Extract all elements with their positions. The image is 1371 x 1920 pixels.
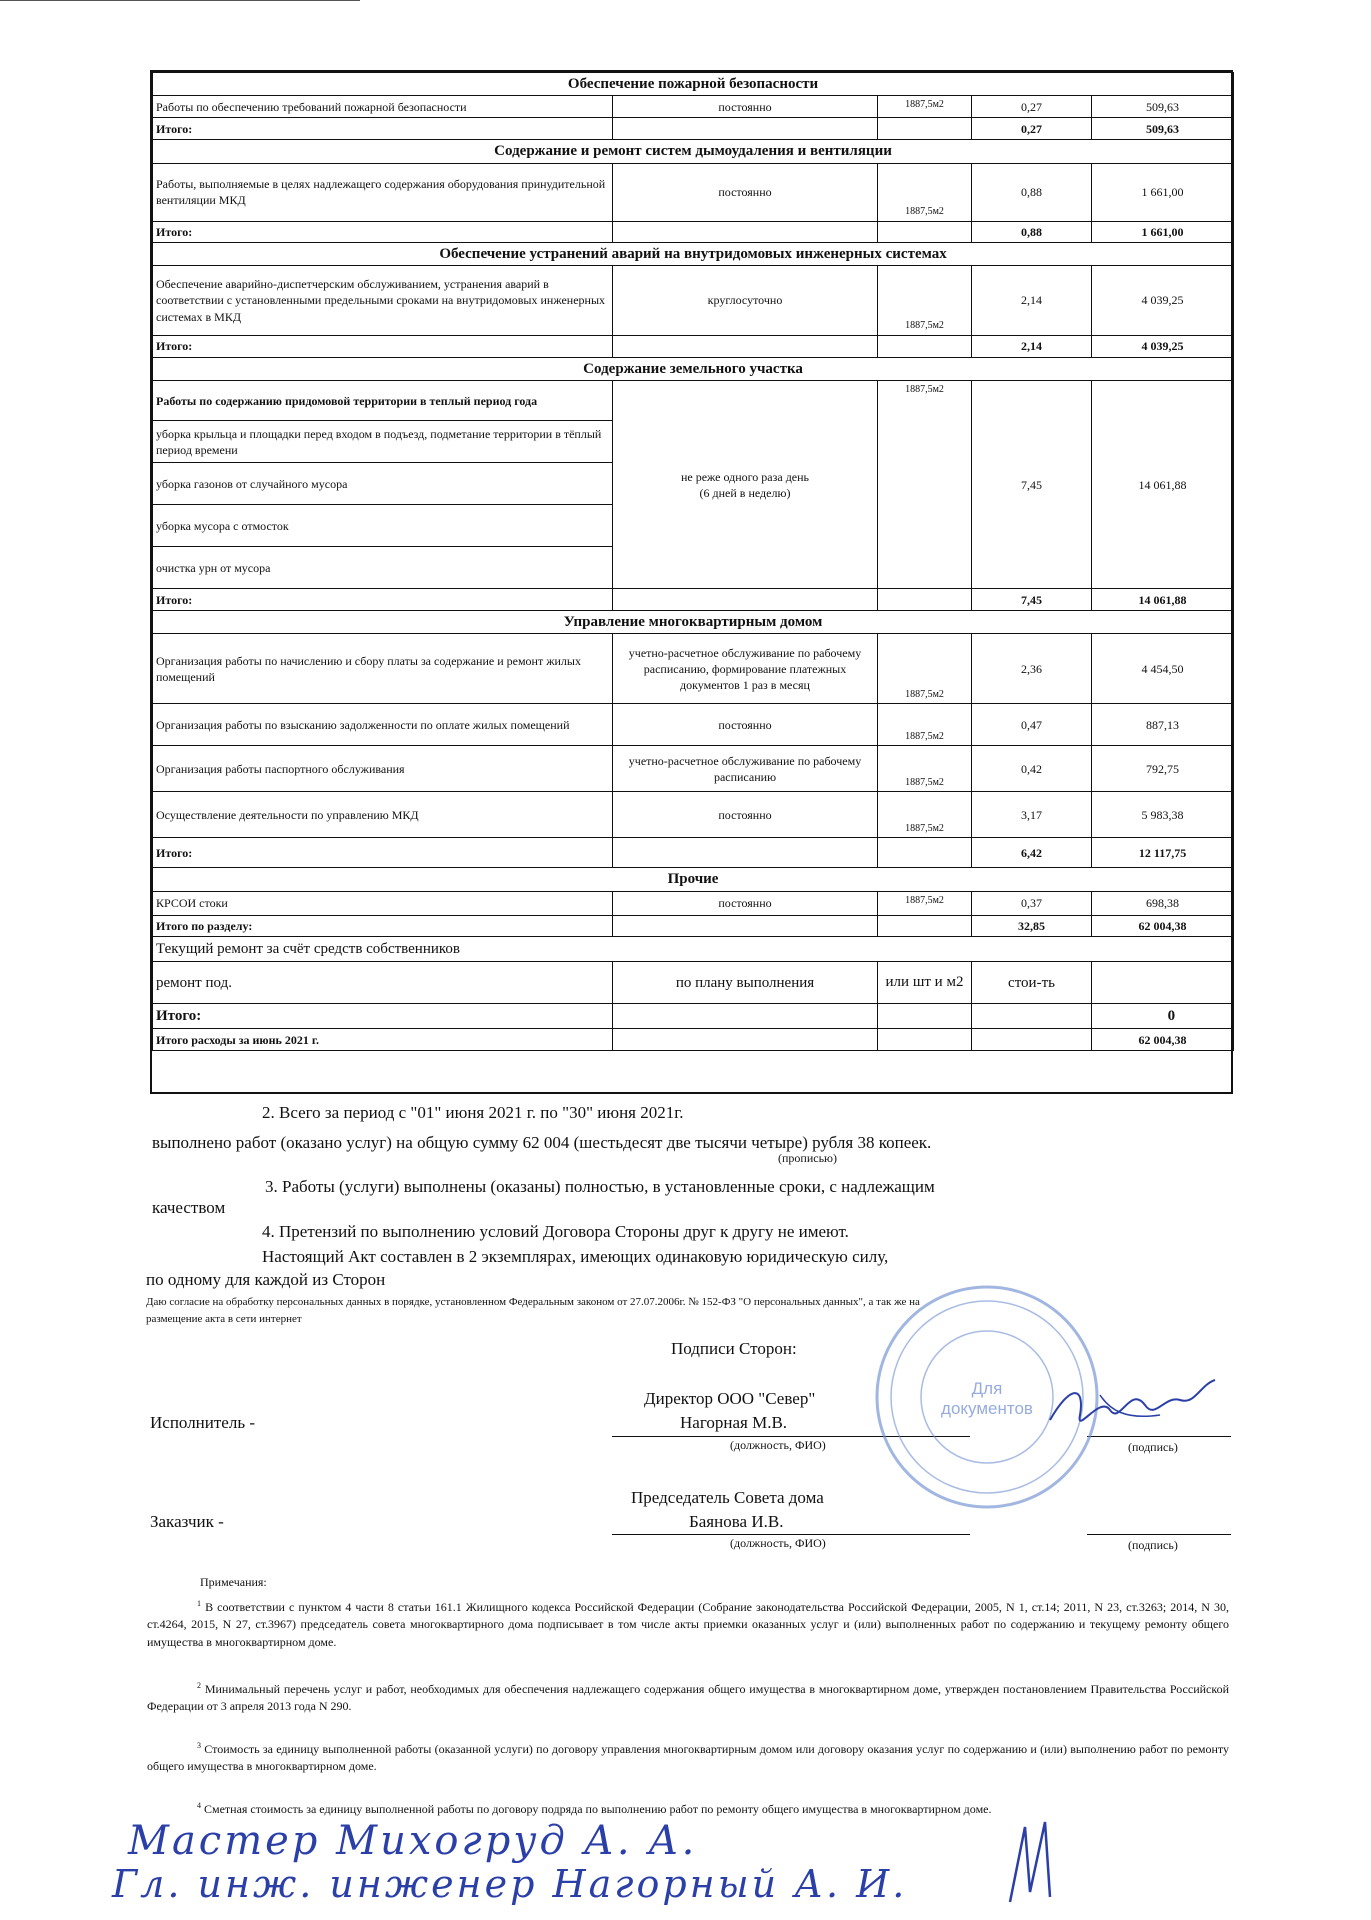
- repair-unit-header: или шт и м2: [878, 962, 972, 1004]
- total-label: Итого:: [153, 118, 613, 140]
- total-rate: 2,14: [972, 335, 1092, 357]
- service-frequency: постоянно: [613, 891, 878, 915]
- total-rate: 7,45: [972, 589, 1092, 611]
- section-title: Обеспечение пожарной безопасности: [153, 73, 1234, 96]
- paragraph-4: 4. Претензий по выполнению условий Договора Стороны друг к другу не имеют.: [262, 1222, 849, 1241]
- service-rate: 0,37: [972, 891, 1092, 915]
- service-rate: 7,45: [972, 381, 1092, 589]
- paragraph-2-sum: выполнено работ (оказано услуг) на общую сумму 62 004 (шестьдесят две тысячи четыре) рубля 38 копеек.: [152, 1133, 932, 1152]
- total-cost: 14 061,88: [1092, 589, 1234, 611]
- service-unit: 1887,5м2: [878, 96, 972, 118]
- section-title: Управление многоквартирным домом: [153, 611, 1234, 634]
- service-unit: 1887,5м2: [878, 891, 972, 915]
- total-cost: 1 661,00: [1092, 221, 1234, 242]
- service-rate: 0,27: [972, 96, 1092, 118]
- service-cost: 5 983,38: [1092, 792, 1234, 838]
- service-rate: 3,17: [972, 792, 1092, 838]
- section-title: Обеспечение устранений аварий на внутридомовых инженерных системах: [153, 242, 1234, 265]
- paragraph-5-end: по одному для каждой из Сторон: [146, 1270, 386, 1289]
- executor-label: Исполнитель -: [150, 1413, 255, 1432]
- note-2: [147, 1680, 1229, 1716]
- consent-text: Даю согласие на обработку персональных данных в порядке, установленном Федеральным законом от 27.07.2006г. № 152-ФЗ "О персональных данных", а так же на: [146, 1296, 920, 1308]
- notes-title: Примечания:: [200, 1575, 267, 1589]
- total-cost: 509,63: [1092, 118, 1234, 140]
- consent-text-end: размещение акта в сети интернет: [146, 1313, 302, 1325]
- service-frequency: круглосуточно: [613, 265, 878, 335]
- service-rate: 2,14: [972, 265, 1092, 335]
- service-name: Организация работы по начислению и сбору платы за содержание и ремонт жилых помещений: [153, 634, 613, 704]
- repair-total-label: Итого:: [153, 1004, 613, 1029]
- service-name: Обеспечение аварийно-диспетчерским обслуживанием, устранения аварий в соответствии с установленными предельными сроками на внутридомовых инженерных системах в МКД: [153, 265, 613, 335]
- service-rate: 0,42: [972, 746, 1092, 792]
- service-item: уборка газонов от случайного мусора: [153, 463, 613, 505]
- position-caption: (должность, ФИО): [730, 1438, 826, 1452]
- stamp-text-line2: документов: [941, 1399, 1033, 1418]
- repair-title: Текущий ремонт за счёт средств собственников: [153, 936, 1234, 961]
- service-unit: 1887,5м2: [878, 163, 972, 221]
- service-rate: 2,36: [972, 634, 1092, 704]
- repair-total-cost: 0: [1092, 1004, 1234, 1029]
- signatures-title: Подписи Сторон:: [671, 1339, 797, 1358]
- paragraph-3: 3. Работы (услуги) выполнены (оказаны) полностью, в установленные сроки, с надлежащим: [265, 1177, 935, 1196]
- service-unit: 1887,5м2: [878, 746, 972, 792]
- service-cost: 698,38: [1092, 891, 1234, 915]
- service-frequency: постоянно: [613, 163, 878, 221]
- note-text: Стоимость за единицу выполненной работы (оказанной услуги) по договору управления многоквартирным домом или договору оказания услуг по содержанию и (или) выполнению работ по ремонту общего имущества в многоквартирном доме.: [147, 1742, 1230, 1774]
- service-unit: 1887,5м2: [878, 792, 972, 838]
- note-3: [147, 1740, 1229, 1776]
- service-item: очистка урн от мусора: [153, 547, 613, 589]
- paragraph-5: Настоящий Акт составлен в 2 экземплярах, имеющих одинаковую юридическую силу,: [262, 1247, 889, 1266]
- executor-name: Нагорная М.В.: [680, 1413, 788, 1432]
- service-name: Работы по обеспечению требований пожарной безопасности: [153, 96, 613, 118]
- customer-position: Председатель Совета дома: [631, 1488, 824, 1507]
- service-rate: 0,47: [972, 704, 1092, 746]
- paragraph-2: 2. Всего за период с "01" июня 2021 г. по "30" июня 2021г.: [262, 1103, 684, 1122]
- repair-frequency-header: по плану выполнения: [613, 962, 878, 1004]
- total-cost: 12 117,75: [1092, 838, 1234, 868]
- position-caption: (должность, ФИО): [730, 1536, 826, 1550]
- scan-edge-line: [0, 0, 360, 1]
- total-label: Итого:: [153, 335, 613, 357]
- handwritten-signature: [1000, 1812, 1070, 1912]
- service-frequency: постоянно: [613, 96, 878, 118]
- section-title: Содержание и ремонт систем дымоудаления и вентиляции: [153, 140, 1234, 163]
- total-label: Итого:: [153, 838, 613, 868]
- service-unit: 1887,5м2: [878, 704, 972, 746]
- service-frequency: учетно-расчетное обслуживание по рабочему расписанию, формирование платежных документов 1 раз в месяц: [613, 634, 878, 704]
- service-name: Организация работы по взысканию задолженности по оплате жилых помещений: [153, 704, 613, 746]
- note-1: [147, 1598, 1229, 1651]
- propis-caption: (прописью): [778, 1151, 838, 1165]
- handwritten-master: Мастер Михогруд А. А.: [128, 1818, 698, 1864]
- section-title: Содержание земельного участка: [153, 357, 1234, 380]
- service-item: уборка мусора с отмосток: [153, 505, 613, 547]
- note-text: Минимальный перечень услуг и работ, необходимых для обеспечения надлежащего содержания общего имущества в многоквартирном доме, утвержден постановлением Правительства Российской Федерации от 3 апреля 2013 года N 290.: [147, 1682, 1230, 1714]
- grand-total-label: Итого расходы за июнь 2021 г.: [153, 1029, 613, 1051]
- service-frequency: учетно-расчетное обслуживание по рабочему расписанию: [613, 746, 878, 792]
- total-cost: 62 004,38: [1092, 915, 1234, 936]
- note-number: 4: [197, 1801, 201, 1810]
- customer-name: Баянова И.В.: [689, 1512, 784, 1531]
- service-name: Работы, выполняемые в целях надлежащего содержания оборудования принудительной вентиляции МКД: [153, 163, 613, 221]
- executor-signature: [1040, 1365, 1220, 1445]
- service-name: Организация работы паспортного обслуживания: [153, 746, 613, 792]
- service-frequency: не реже одного раза день (6 дней в неделю): [613, 381, 878, 589]
- sign-caption: (подпись): [1128, 1440, 1178, 1454]
- total-rate: 6,42: [972, 838, 1092, 868]
- paragraph-3-end: качеством: [152, 1198, 226, 1217]
- customer-position-line: [612, 1534, 970, 1535]
- service-name: Работы по содержанию придомовой территории в теплый период года: [153, 381, 613, 421]
- customer-sign-line: [1087, 1534, 1231, 1535]
- sign-caption: (подпись): [1128, 1538, 1178, 1552]
- total-label: Итого:: [153, 589, 613, 611]
- service-cost: 887,13: [1092, 704, 1234, 746]
- service-cost: 509,63: [1092, 96, 1234, 118]
- service-unit: 1887,5м2: [878, 265, 972, 335]
- section-title: Прочие: [153, 868, 1234, 891]
- total-label: Итого:: [153, 221, 613, 242]
- service-item: уборка крыльца и площадки перед входом в подъезд, подметание территории в тёплый период времени: [153, 421, 613, 463]
- executor-position: Директор ООО "Север": [644, 1389, 816, 1408]
- service-name: КРСОИ стоки: [153, 891, 613, 915]
- service-frequency: постоянно: [613, 704, 878, 746]
- total-label: Итого по разделу:: [153, 915, 613, 936]
- service-name: Осуществление деятельности по управлению МКД: [153, 792, 613, 838]
- grand-total-cost: 62 004,38: [1092, 1029, 1234, 1051]
- service-cost: 4 039,25: [1092, 265, 1234, 335]
- service-cost: 1 661,00: [1092, 163, 1234, 221]
- total-rate: 32,85: [972, 915, 1092, 936]
- service-unit: 1887,5м2: [878, 381, 972, 589]
- service-cost: 792,75: [1092, 746, 1234, 792]
- service-cost: 14 061,88: [1092, 381, 1234, 589]
- services-table: [152, 72, 1234, 1051]
- note-text: Сметная стоимость за единицу выполненной работы по договору подряда по выполнению работ по ремонту общего имущества в многоквартирном доме.: [204, 1802, 992, 1816]
- note-text: В соответствии с пунктом 4 части 8 статьи 161.1 Жилищного кодекса Российской Федерации (Собрание законодательства Российской Федерации, 2005, N 1, ст.14; 2011, N 23, ст.3263; 2014, N 30, ст.4264, 2015, N 27, ст.3967) председатель совета многоквартирного дома подписывает в том числе акты приемки оказанных услуг и (или) выполненных работ по содержанию и текущему ремонту общего имущества в многоквартирном доме.: [147, 1600, 1230, 1649]
- customer-label: Заказчик -: [150, 1512, 224, 1531]
- note-number: 3: [197, 1741, 201, 1750]
- service-frequency: постоянно: [613, 792, 878, 838]
- note-number: 2: [197, 1681, 201, 1690]
- total-rate: 0,27: [972, 118, 1092, 140]
- service-cost: 4 454,50: [1092, 634, 1234, 704]
- service-unit: 1887,5м2: [878, 634, 972, 704]
- handwritten-engineer: Гл. инж. инженер Нагорный А. И.: [112, 1862, 908, 1906]
- total-cost: 4 039,25: [1092, 335, 1234, 357]
- repair-cost-header: стои-ть: [972, 962, 1092, 1004]
- repair-name-header: ремонт под.: [153, 962, 613, 1004]
- total-rate: 0,88: [972, 221, 1092, 242]
- stamp-text-line1: Для: [971, 1379, 1003, 1398]
- service-rate: 0,88: [972, 163, 1092, 221]
- note-number: 1: [197, 1599, 201, 1608]
